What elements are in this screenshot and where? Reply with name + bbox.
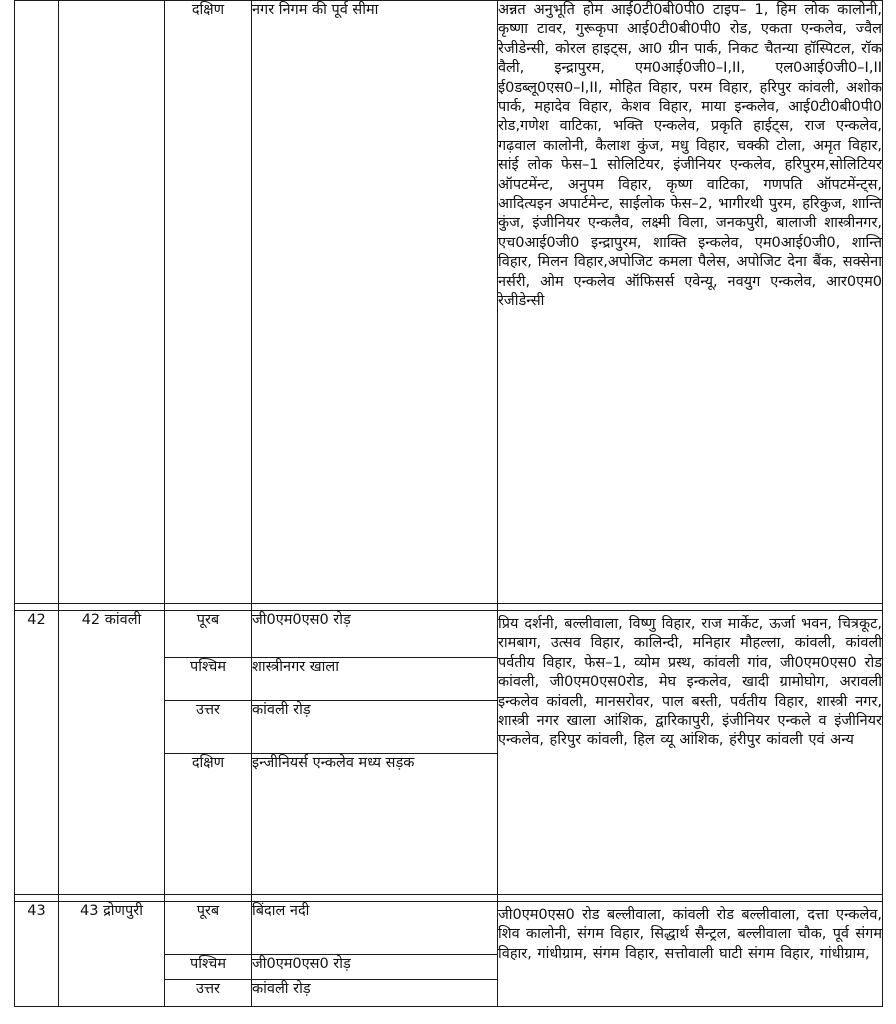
ward-number-cell: 43 xyxy=(15,902,59,1007)
boundary-cell: बिंदाल नदी xyxy=(252,902,498,955)
table-row xyxy=(15,611,883,658)
table-row xyxy=(15,1,883,604)
areas-text: अन्नत अनुभूति होम आई0टी0बी0पी0 टाइप– 1, हिम लोक कालोनी, कृष्णा टावर, गुरूकृपा आई0टी0बी0पी0 रोड, एकता एन्कलेव, ज्वैल रेजीडेन्सी, कोरल हाइट्स, आ0 ग्रीन पार्क, निकट चैतन्या हॉस्पिटल, रॉक वैली, इन्द्रापुरम, एम0आई0जी0–I,II, एल0आई0जी0–I,II ई0डब्लू0एस0–I,II, मोहित विहार, परम विहार, हरिपुर कांवली, अशोक पार्क, महादेव विहार, केशव विहार, माया इन्कलेव, आई0टी0बी0पी0 रोड,गणेश वाटिका, भक्ति एन्कलेव, प्रकृति हाईट्स, राज एन्कलेव, गढ़वाल कालोनी, कैलाश कुंज, मधु विहार, चक्की टोला, अमृत विहार, सांई लोक फेस–1 सोलिटियर, इंजीनियर एन्कलेव, हरिपुरम,सोलिटियर ऑपटमेंन्ट, अनुपम विहार, कृष्ण वाटिका, गणपति ऑपटमेंन्ट्स, आदित्यइन अपार्टमेन्ट, साईलोक फेस–2, भागीरथी पुरम, हरिकुज, शान्ति कुंज, इंजीनियर एन्कलैव, लक्ष्मी विला, जनकपुरी, बालाजी शास्त्रीनगर, एच0आई0जी0 इन्द्रापुरम, शाक्ति इन्कलेव, एम0आई0जी0, शान्ति विहार, मिलन विहार,अपोजिट कमला पैलेस, अपोजिट देना बैंक, सक्सेना नर्सरी, ओम एन्कलेव ऑफिसर्स एवेन्यू, नवयुग एन्कलेव, आर0एम0 रेजीडेन्सी xyxy=(498,2,882,310)
table-spacer xyxy=(15,895,883,902)
boundary-cell: कांवली रोड़ xyxy=(252,980,498,1007)
table-row xyxy=(15,902,883,955)
ward-number-cell: 42 xyxy=(15,611,59,895)
boundary-cell: नगर निगम की पूर्व सीमा xyxy=(252,1,498,604)
direction-cell: दक्षिण xyxy=(165,754,252,895)
areas-text: जी0एम0एस0 रोड बल्लीवाला, कांवली रोड बल्लीवाला, दत्ता एन्कलेव, शिव कालोनी, संगम विहार, सिद्धार्थ सैन्ट्रल, बल्लीवाला चौक, पूर्व संगम विहार, गांधीग्राम, संगम विहार, सत्तोवाली घाटी संगम विहार, गांधीग्राम, xyxy=(498,907,882,962)
boundary-cell: इन्जीनियर्स एन्कलेव मध्य सड़क xyxy=(252,754,498,895)
boundary-cell: जी0एम0एस0 रोड़ xyxy=(252,611,498,658)
ward-boundary-table xyxy=(14,0,883,1007)
ward-name-cell: 42 कांवली xyxy=(59,611,165,895)
areas-cell xyxy=(498,1,883,604)
direction-cell: उत्तर xyxy=(165,980,252,1007)
boundary-cell: जी0एम0एस0 रोड़ xyxy=(252,955,498,980)
direction-cell: पूरब xyxy=(165,902,252,955)
ward-name-cell xyxy=(59,1,165,604)
areas-cell xyxy=(498,611,883,895)
direction-cell: उत्तर xyxy=(165,701,252,754)
ward-name-cell: 43 द्रोणपुरी xyxy=(59,902,165,1007)
areas-text: प्रिय दर्शनी, बल्लीवाला, विष्णु विहार, राज मार्केट, ऊर्जा भवन, चित्रकूट, रामबाग, उत्सव विहार, कालिन्दी, मनिहार मौहल्ला, कांवली, कांवली पर्वतीय विहार, फेस–1, व्योम प्रस्थ, कांवली गांव, जी0एम0एस0 रोड कांवली, जी0एम0एस0रोड, मेघ इन्कलेव, खादी ग्रामोघोग, अरावली इन्कलेव कांवली, मानसरोवर, पाल बस्ती, पर्वतीय विहार, शास्त्री नगर, शास्त्री नगर खाला आंशिक, द्वारिकापुरी, इंजीनियर एन्कले व इंजीनियर एन्कलेव, हरिपुर कांवली, हिल व्यू आंशिक, हंरीपुर कांवली एवं अन्य xyxy=(498,616,882,749)
direction-cell: पश्चिम xyxy=(165,955,252,980)
boundary-cell: कांवली रोड़ xyxy=(252,701,498,754)
table-spacer xyxy=(15,604,883,611)
direction-cell: दक्षिण xyxy=(165,1,252,604)
direction-cell: पूरब xyxy=(165,611,252,658)
areas-cell xyxy=(498,902,883,1007)
boundary-cell: शास्त्रीनगर खाला xyxy=(252,658,498,701)
ward-number-cell xyxy=(15,1,59,604)
direction-cell: पश्चिम xyxy=(165,658,252,701)
